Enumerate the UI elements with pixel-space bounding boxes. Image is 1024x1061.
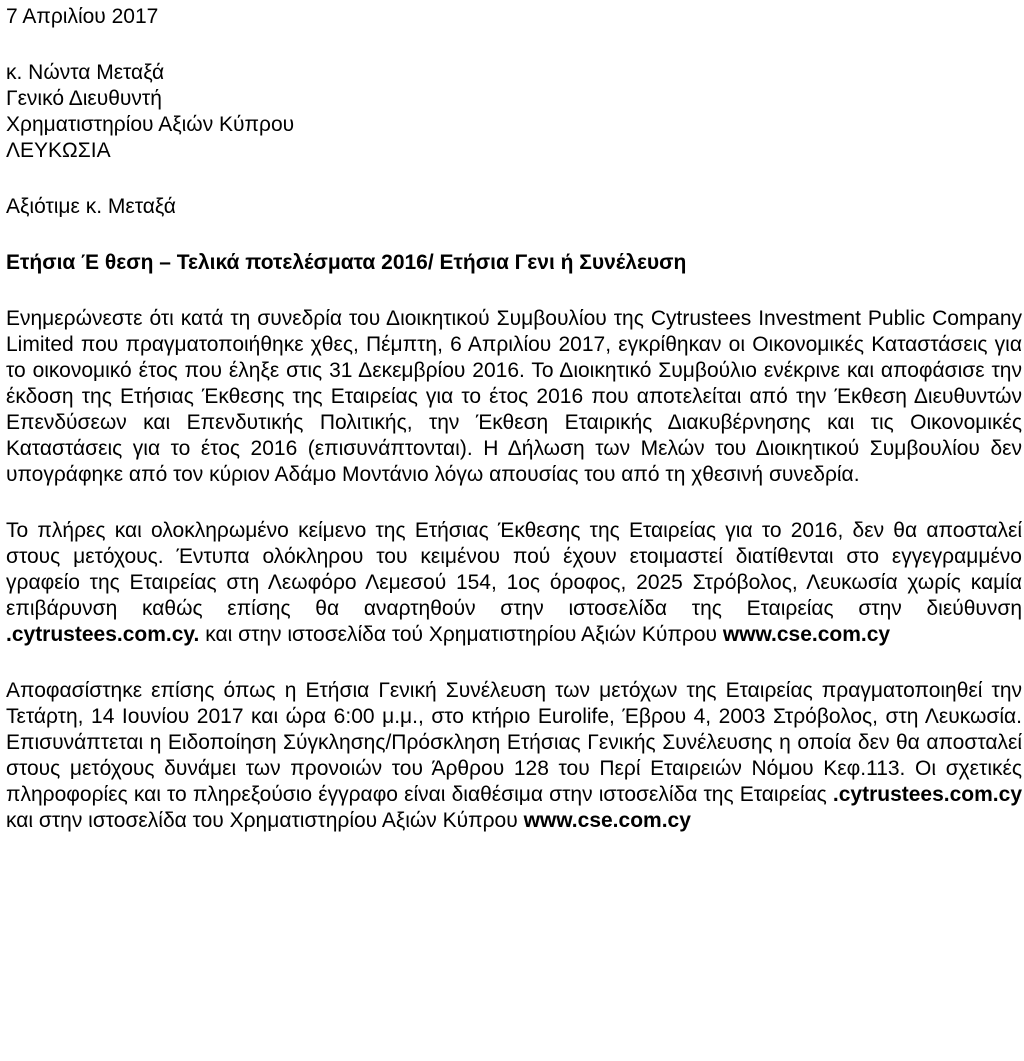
recipient-city: ΛΕΥΚΩΣΙΑ (6, 139, 111, 162)
letter-date: 7 Απριλίου 2017 (6, 5, 159, 28)
paragraph-text: και στην ιστοσελίδα του Χρηματιστηρίου Αξιών Κύπρου (6, 809, 518, 832)
spacer (6, 220, 1022, 250)
recipient-title: Γενικό Διευθυντή (6, 87, 162, 110)
spacer (6, 164, 1022, 194)
paragraph-text: Αποφασίστηκε επίσης όπως η Ετήσια Γενική Συνέλευση των μετόχων της Εταιρείας πραγματοποιηθεί την Τετάρτη, 14 Ιουνίου 2017 και ώρα 6:00 μ.μ., στο κτήριο Eurolife, Έβρου 4, 2003 Στρόβολος, στη Λευκωσία. Επισυνάπτεται η Ειδοποίηση Σύγκλησης/Πρόσκληση Ετήσιας Γενικής Συνέλευσης η οποία δεν θα αποσταλεί στους μετόχους δυνάμει των προνοιών του Άρθρου 128 του Περί Εταιρειών Νόμου Κεφ.113. Οι σχετικές πληροφορίες και το πληρεξούσιο έγγραφο είναι διαθέσιμα στην ιστοσελίδα της Εταιρείας (6, 679, 1022, 806)
company-website-link[interactable]: .cytrustees.com.cy. (6, 623, 200, 646)
paragraph-text: Το πλήρες και ολοκληρωμένο κείμενο της Ετήσιας Έκθεσης της Εταιρείας για το 2016, δεν θα αποσταλεί στους μετόχους. Έντυπα ολόκληρου του κειμένου πού έχουν ετοιμαστεί διατίθενται στο εγγεγραμμένο γραφείο της Εταιρείας στη Λεωφόρο Λεμεσού 154, 1ος όροφος, 2025 Στρόβολος, Λευκωσία χωρίς καμία επιβάρυνση καθώς επίσης θα αναρτηθούν στην ιστοσελίδα της Εταιρείας στην διεύθυνση (6, 519, 1022, 620)
paragraph-text: και στην ιστοσελίδα τού Χρηματιστηρίου Αξιών Κύπρου (205, 623, 717, 646)
recipient-block (6, 60, 1022, 164)
salutation: Αξιότιμε κ. Μεταξά (6, 195, 176, 218)
paragraph-annual-report (6, 518, 1022, 648)
recipient-name: κ. Νώντα Μεταξά (6, 61, 165, 84)
cse-website-link[interactable]: www.cse.com.cy (523, 809, 691, 832)
paragraph-announcement: Ενημερώνεστε ότι κατά τη συνεδρία του Διοικητικού Συμβουλίου της Cytrustees Investment Public Company Limited που πραγματοποιήθηκε χθες, Πέμπτη, 6 Απριλίου 2017, εγκρίθηκαν οι Οικονομικές Καταστάσεις για το οικονομικό έτος που έληξε στις 31 Δεκεμβρίου 2016. Το Διοικητικό Συμβούλιο ενέκρινε και αποφάσισε την έκδοση της Ετήσιας Έκθεσης της Εταιρείας για το έτος 2016 που αποτελείται από την Έκθεση Διευθυντών Επενδύσεων και Επενδυτικής Πολιτικής, την Έκθεση Εταιρικής Διακυβέρνησης και τις Οικονομικές Καταστάσεις για το έτος 2016 (επισυνάπτονται). Η Δήλωση των Μελών του Διοικητικού Συμβουλίου δεν υπογράφηκε από τον κύριον Αδάμο Μοντάνιο λόγω απουσίας του από τη χθεσινή συνεδρία. (6, 307, 1022, 486)
spacer (6, 276, 1022, 306)
spacer (6, 30, 1022, 60)
cse-website-link[interactable]: www.cse.com.cy (722, 623, 891, 646)
letter-page (6, 4, 1022, 834)
spacer (6, 488, 1022, 518)
spacer (6, 648, 1022, 678)
subject-line: Ετήσια Έ θεση – Τελικά ποτελέσματα 2016/ Ετήσια Γενι ή Συνέλευση (6, 251, 687, 274)
paragraph-general-meeting (6, 678, 1022, 834)
recipient-organization: Χρηματιστηρίου Αξιών Κύπρου (6, 113, 295, 136)
company-website-link[interactable]: .cytrustees.com.cy (832, 783, 1022, 806)
